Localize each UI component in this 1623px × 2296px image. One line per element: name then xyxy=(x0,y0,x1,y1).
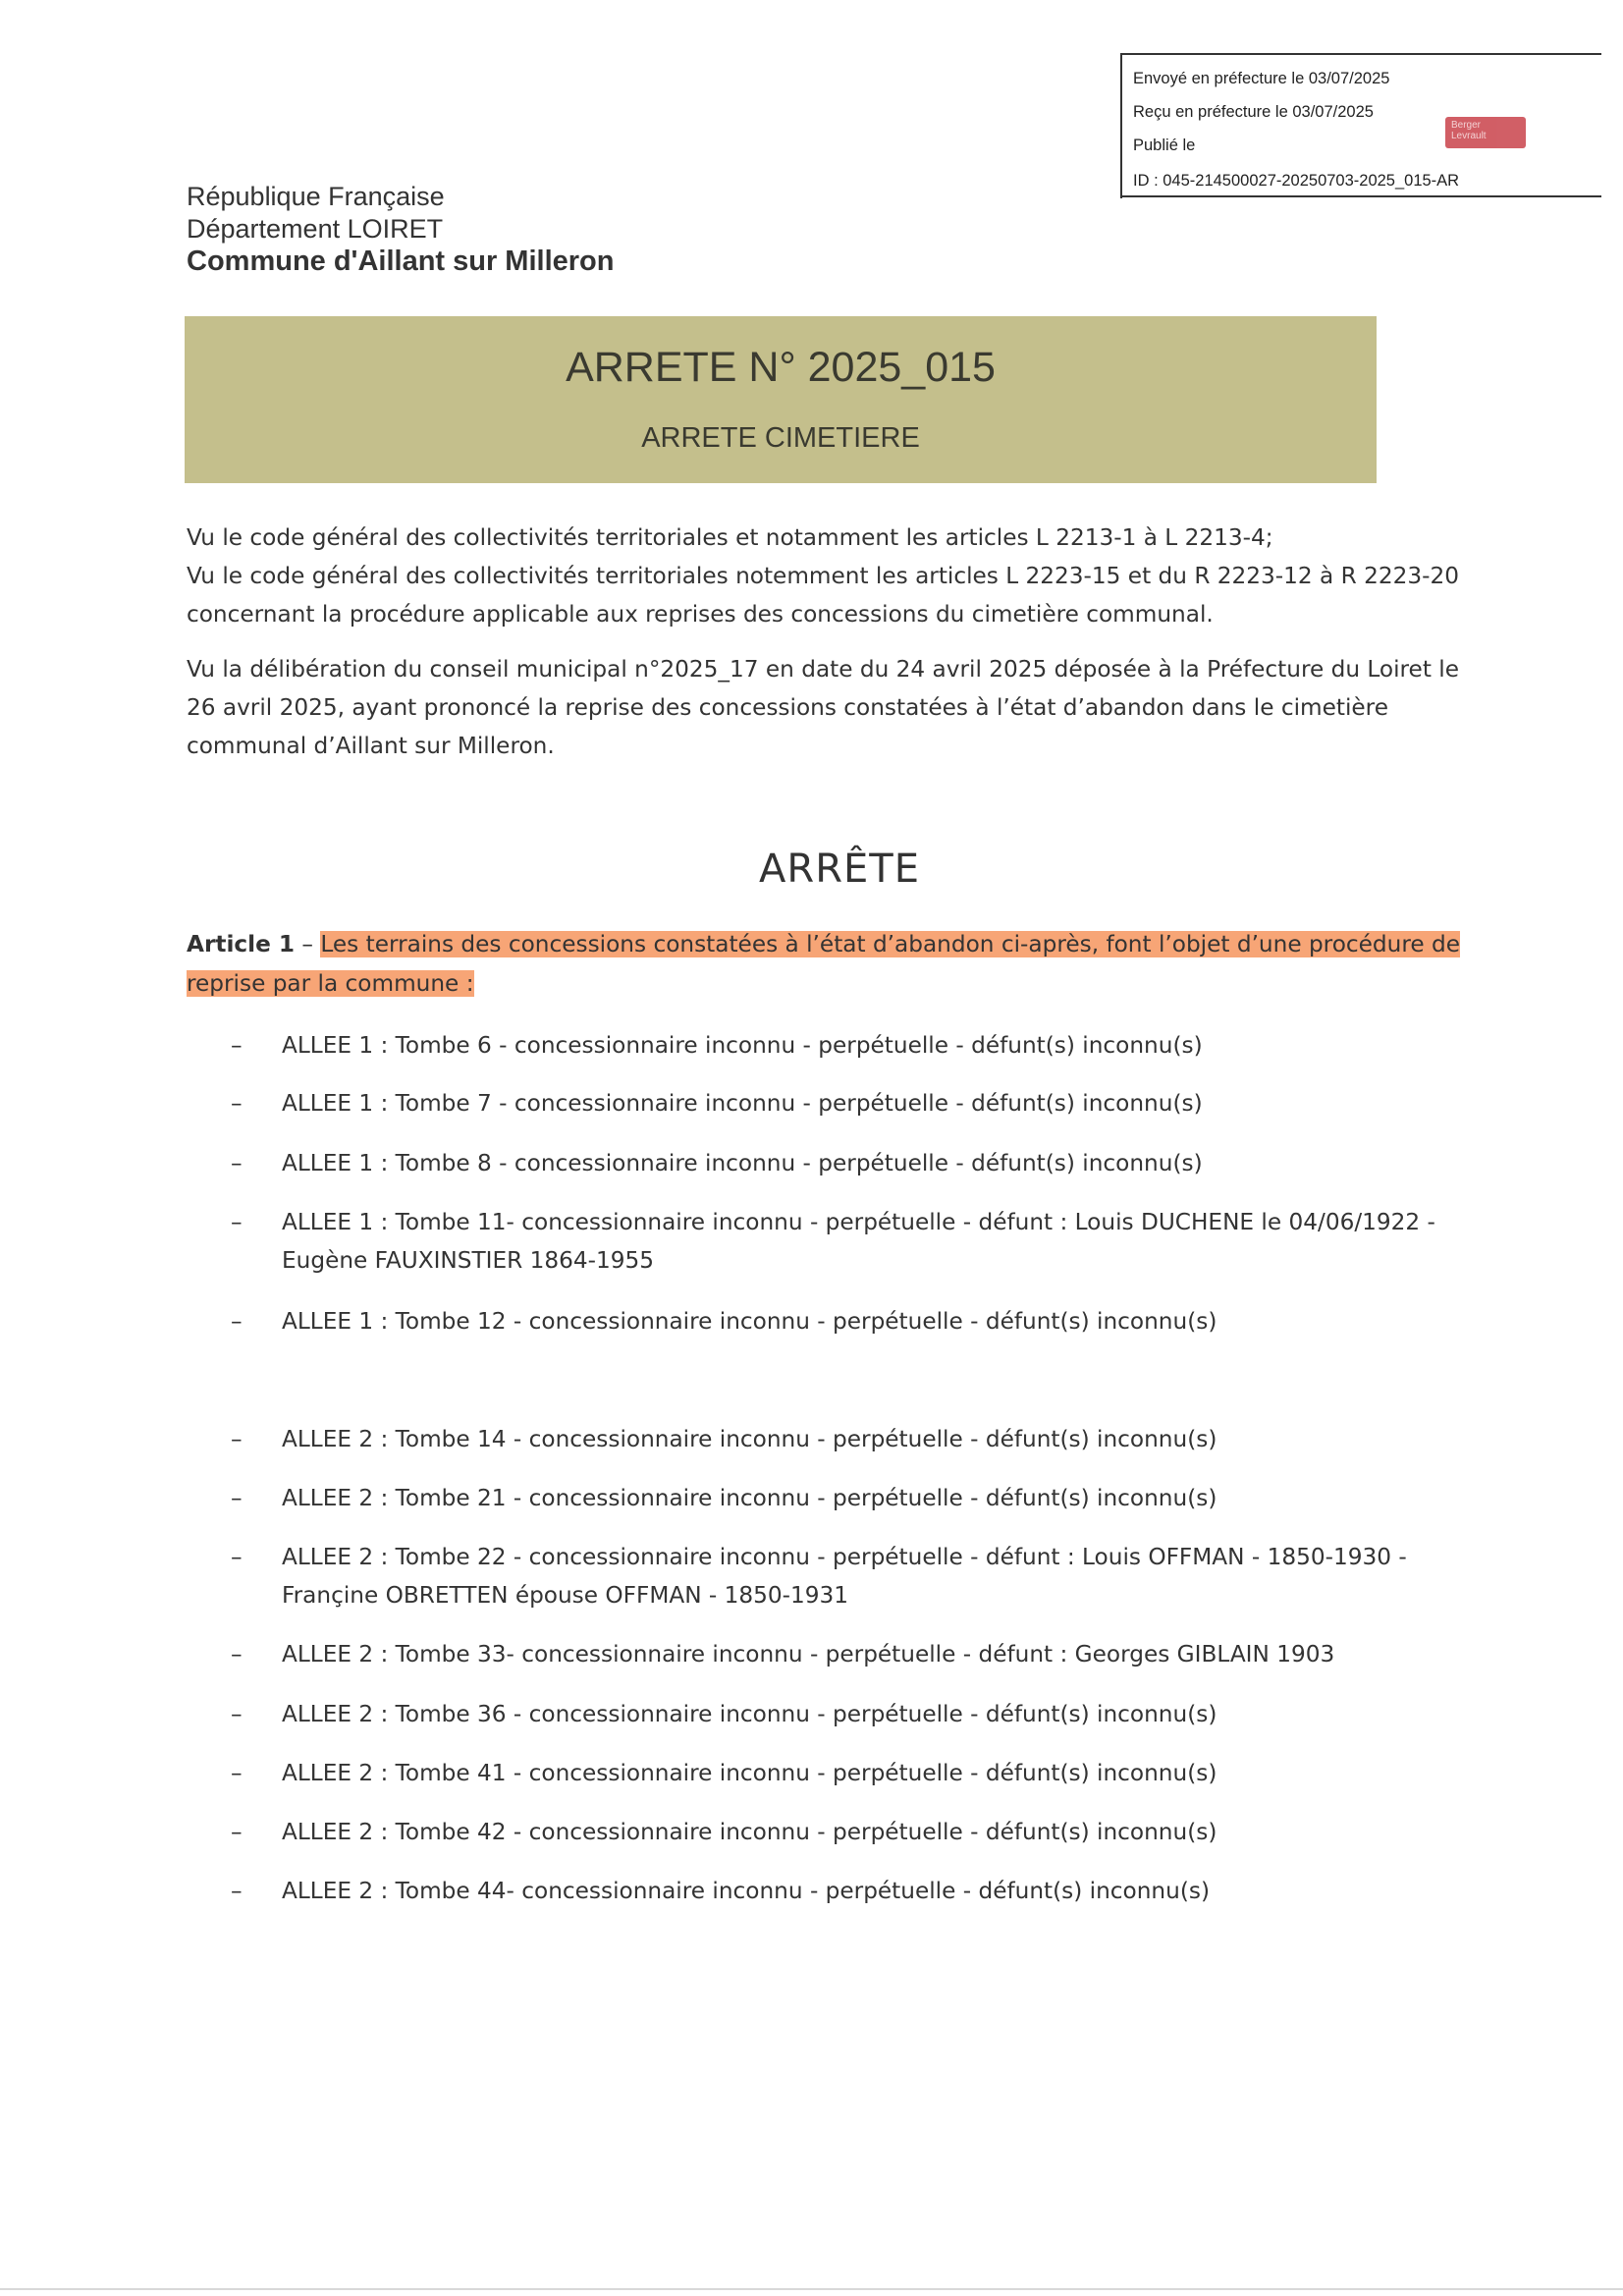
concession-line: ALLEE 1 : Tombe 8 - concessionnaire inconnu - perpétuelle - défunt(s) inconnu(s) xyxy=(282,1150,1203,1176)
logo-line-1: Berger xyxy=(1451,120,1482,131)
legal-references xyxy=(187,519,1492,633)
stamp-id: ID : 045-214500027-20250703-2025_015-AR xyxy=(1133,172,1460,190)
concession-line: ALLEE 2 : Tombe 41 - concessionnaire inconnu - perpétuelle - défunt(s) inconnu(s) xyxy=(282,1760,1217,1786)
concession-line: ALLEE 1 : Tombe 11- concessionnaire inconnu - perpétuelle - défunt : Louis DUCHENE le 04/06/1922 - xyxy=(282,1209,1435,1235)
decree-number: ARRETE N° 2025_015 xyxy=(566,344,996,391)
deliberation-line: 26 avril 2025, ayant prononcé la reprise des concessions constatées à l’état d’abandon dans le cimetière xyxy=(187,694,1388,721)
concession-line: ALLEE 1 : Tombe 12 - concessionnaire inconnu - perpétuelle - défunt(s) inconnu(s) xyxy=(282,1308,1217,1335)
list-dash: – xyxy=(231,1819,243,1845)
department-label: Département LOIRET xyxy=(187,214,444,244)
list-dash: – xyxy=(231,1760,243,1786)
list-dash: – xyxy=(231,1209,243,1235)
article-text-highlighted: Les terrains des concessions constatées à l’état d’abandon ci-après, font l’objet d’une procédure de xyxy=(320,931,1460,957)
concession-line: ALLEE 2 : Tombe 33- concessionnaire inconnu - perpétuelle - défunt : Georges GIBLAIN 1903 xyxy=(282,1641,1335,1667)
reference-line: Vu le code général des collectivités territoriales notemment les articles L 2223-15 et du R 2223-12 à R 2223-20 xyxy=(187,563,1459,589)
concession-line: ALLEE 1 : Tombe 7 - concessionnaire inconnu - perpétuelle - défunt(s) inconnu(s) xyxy=(282,1090,1203,1117)
list-dash: – xyxy=(231,1308,243,1335)
stamp-sent-date: Envoyé en préfecture le 03/07/2025 xyxy=(1133,70,1390,87)
stamp-bottom-rule xyxy=(1120,195,1601,197)
list-dash: – xyxy=(231,1485,243,1511)
article-label: Article 1 xyxy=(187,931,296,957)
list-dash: – xyxy=(231,1032,243,1059)
deliberation-line: Vu la délibération du conseil municipal n°2025_17 en date du 24 avril 2025 déposée à la Préfecture du Loiret le xyxy=(187,656,1459,683)
decree-subject: ARRETE CIMETIERE xyxy=(641,422,920,454)
commune-label: Commune d'Aillant sur Milleron xyxy=(187,246,615,277)
list-dash: – xyxy=(231,1150,243,1176)
stamp-published: Publié le xyxy=(1133,137,1196,154)
stamp-received-date: Reçu en préfecture le 03/07/2025 xyxy=(1133,103,1374,121)
reference-line: Vu le code général des collectivités territoriales et notamment les articles L 2213-1 à L 2213-4; xyxy=(187,524,1273,551)
logo-line-2: Levrault xyxy=(1451,131,1487,141)
arrete-heading: ARRÊTE xyxy=(759,847,920,892)
concession-line: ALLEE 2 : Tombe 21 - concessionnaire inconnu - perpétuelle - défunt(s) inconnu(s) xyxy=(282,1485,1217,1511)
title-box xyxy=(185,316,1377,483)
article-1 xyxy=(187,925,1492,1004)
concession-line: ALLEE 2 : Tombe 42 - concessionnaire inconnu - perpétuelle - défunt(s) inconnu(s) xyxy=(282,1819,1217,1845)
list-dash: – xyxy=(231,1701,243,1727)
concession-line: ALLEE 2 : Tombe 14 - concessionnaire inconnu - perpétuelle - défunt(s) inconnu(s) xyxy=(282,1426,1217,1452)
page-bottom-rule xyxy=(0,2288,1623,2290)
list-dash: – xyxy=(231,1426,243,1452)
issuer-header xyxy=(187,181,614,278)
prefecture-stamp xyxy=(1120,53,1601,198)
republic-label: République Française xyxy=(187,182,445,211)
concession-line-continued: Eugène FAUXINSTIER 1864-1955 xyxy=(282,1247,655,1274)
list-dash: – xyxy=(231,1641,243,1667)
council-deliberation xyxy=(187,650,1492,765)
berger-levrault-logo xyxy=(1445,117,1526,148)
concession-line: ALLEE 2 : Tombe 44- concessionnaire inconnu - perpétuelle - défunt(s) inconnu(s) xyxy=(282,1878,1211,1904)
deliberation-line: communal d’Aillant sur Milleron. xyxy=(187,733,555,759)
reference-line: concernant la procédure applicable aux reprises des concessions du cimetière communal. xyxy=(187,601,1214,628)
concession-line: ALLEE 2 : Tombe 36 - concessionnaire inconnu - perpétuelle - défunt(s) inconnu(s) xyxy=(282,1701,1217,1727)
concession-line: ALLEE 2 : Tombe 22 - concessionnaire inconnu - perpétuelle - défunt : Louis OFFMAN - 1850-1930 - xyxy=(282,1544,1407,1570)
list-dash: – xyxy=(231,1544,243,1570)
list-dash: – xyxy=(231,1090,243,1117)
article-text-highlighted: reprise par la commune : xyxy=(187,970,474,997)
concession-line-continued: Françine OBRETTEN épouse OFFMAN - 1850-1931 xyxy=(282,1582,849,1609)
concession-line: ALLEE 1 : Tombe 6 - concessionnaire inconnu - perpétuelle - défunt(s) inconnu(s) xyxy=(282,1032,1203,1059)
article-dash: – xyxy=(295,931,321,957)
list-dash: – xyxy=(231,1878,243,1904)
